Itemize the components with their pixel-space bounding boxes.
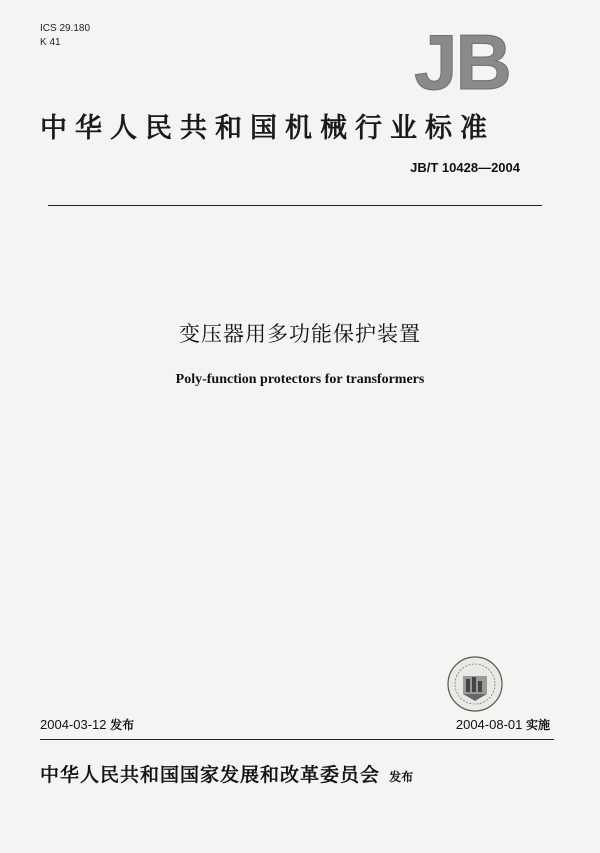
document-title-en: Poly-function protectors for transformers xyxy=(175,372,425,387)
document-title-cn: 变压器用多功能保护装置 xyxy=(179,322,421,346)
standard-number: JB/T 10428—2004 xyxy=(410,160,520,175)
implementation-date-value: 2004-08-01 xyxy=(455,717,523,732)
publisher-line xyxy=(40,760,413,787)
org-title: 中华人民共和国机械行业标准 xyxy=(40,113,495,144)
implementation-date xyxy=(456,716,550,733)
issue-date xyxy=(40,716,134,733)
publisher-verb: 发布 xyxy=(389,770,414,784)
ccs-code: K 41 xyxy=(40,37,61,48)
bottom-divider xyxy=(40,739,554,740)
ics-code: ICS 29.180 xyxy=(40,23,91,34)
publisher-name: 中华人民共和国国家发展和改革委员会 xyxy=(40,764,381,786)
implementation-date-label: 实施 xyxy=(525,718,550,732)
top-divider xyxy=(48,205,542,206)
jb-logo-text: JB xyxy=(414,27,510,97)
issue-date-value: 2004-03-12 xyxy=(40,717,107,732)
seal-emblem-icon xyxy=(446,655,504,713)
issue-date-label: 发布 xyxy=(110,718,135,732)
jb-logo xyxy=(406,27,518,97)
classification-codes xyxy=(40,22,90,50)
